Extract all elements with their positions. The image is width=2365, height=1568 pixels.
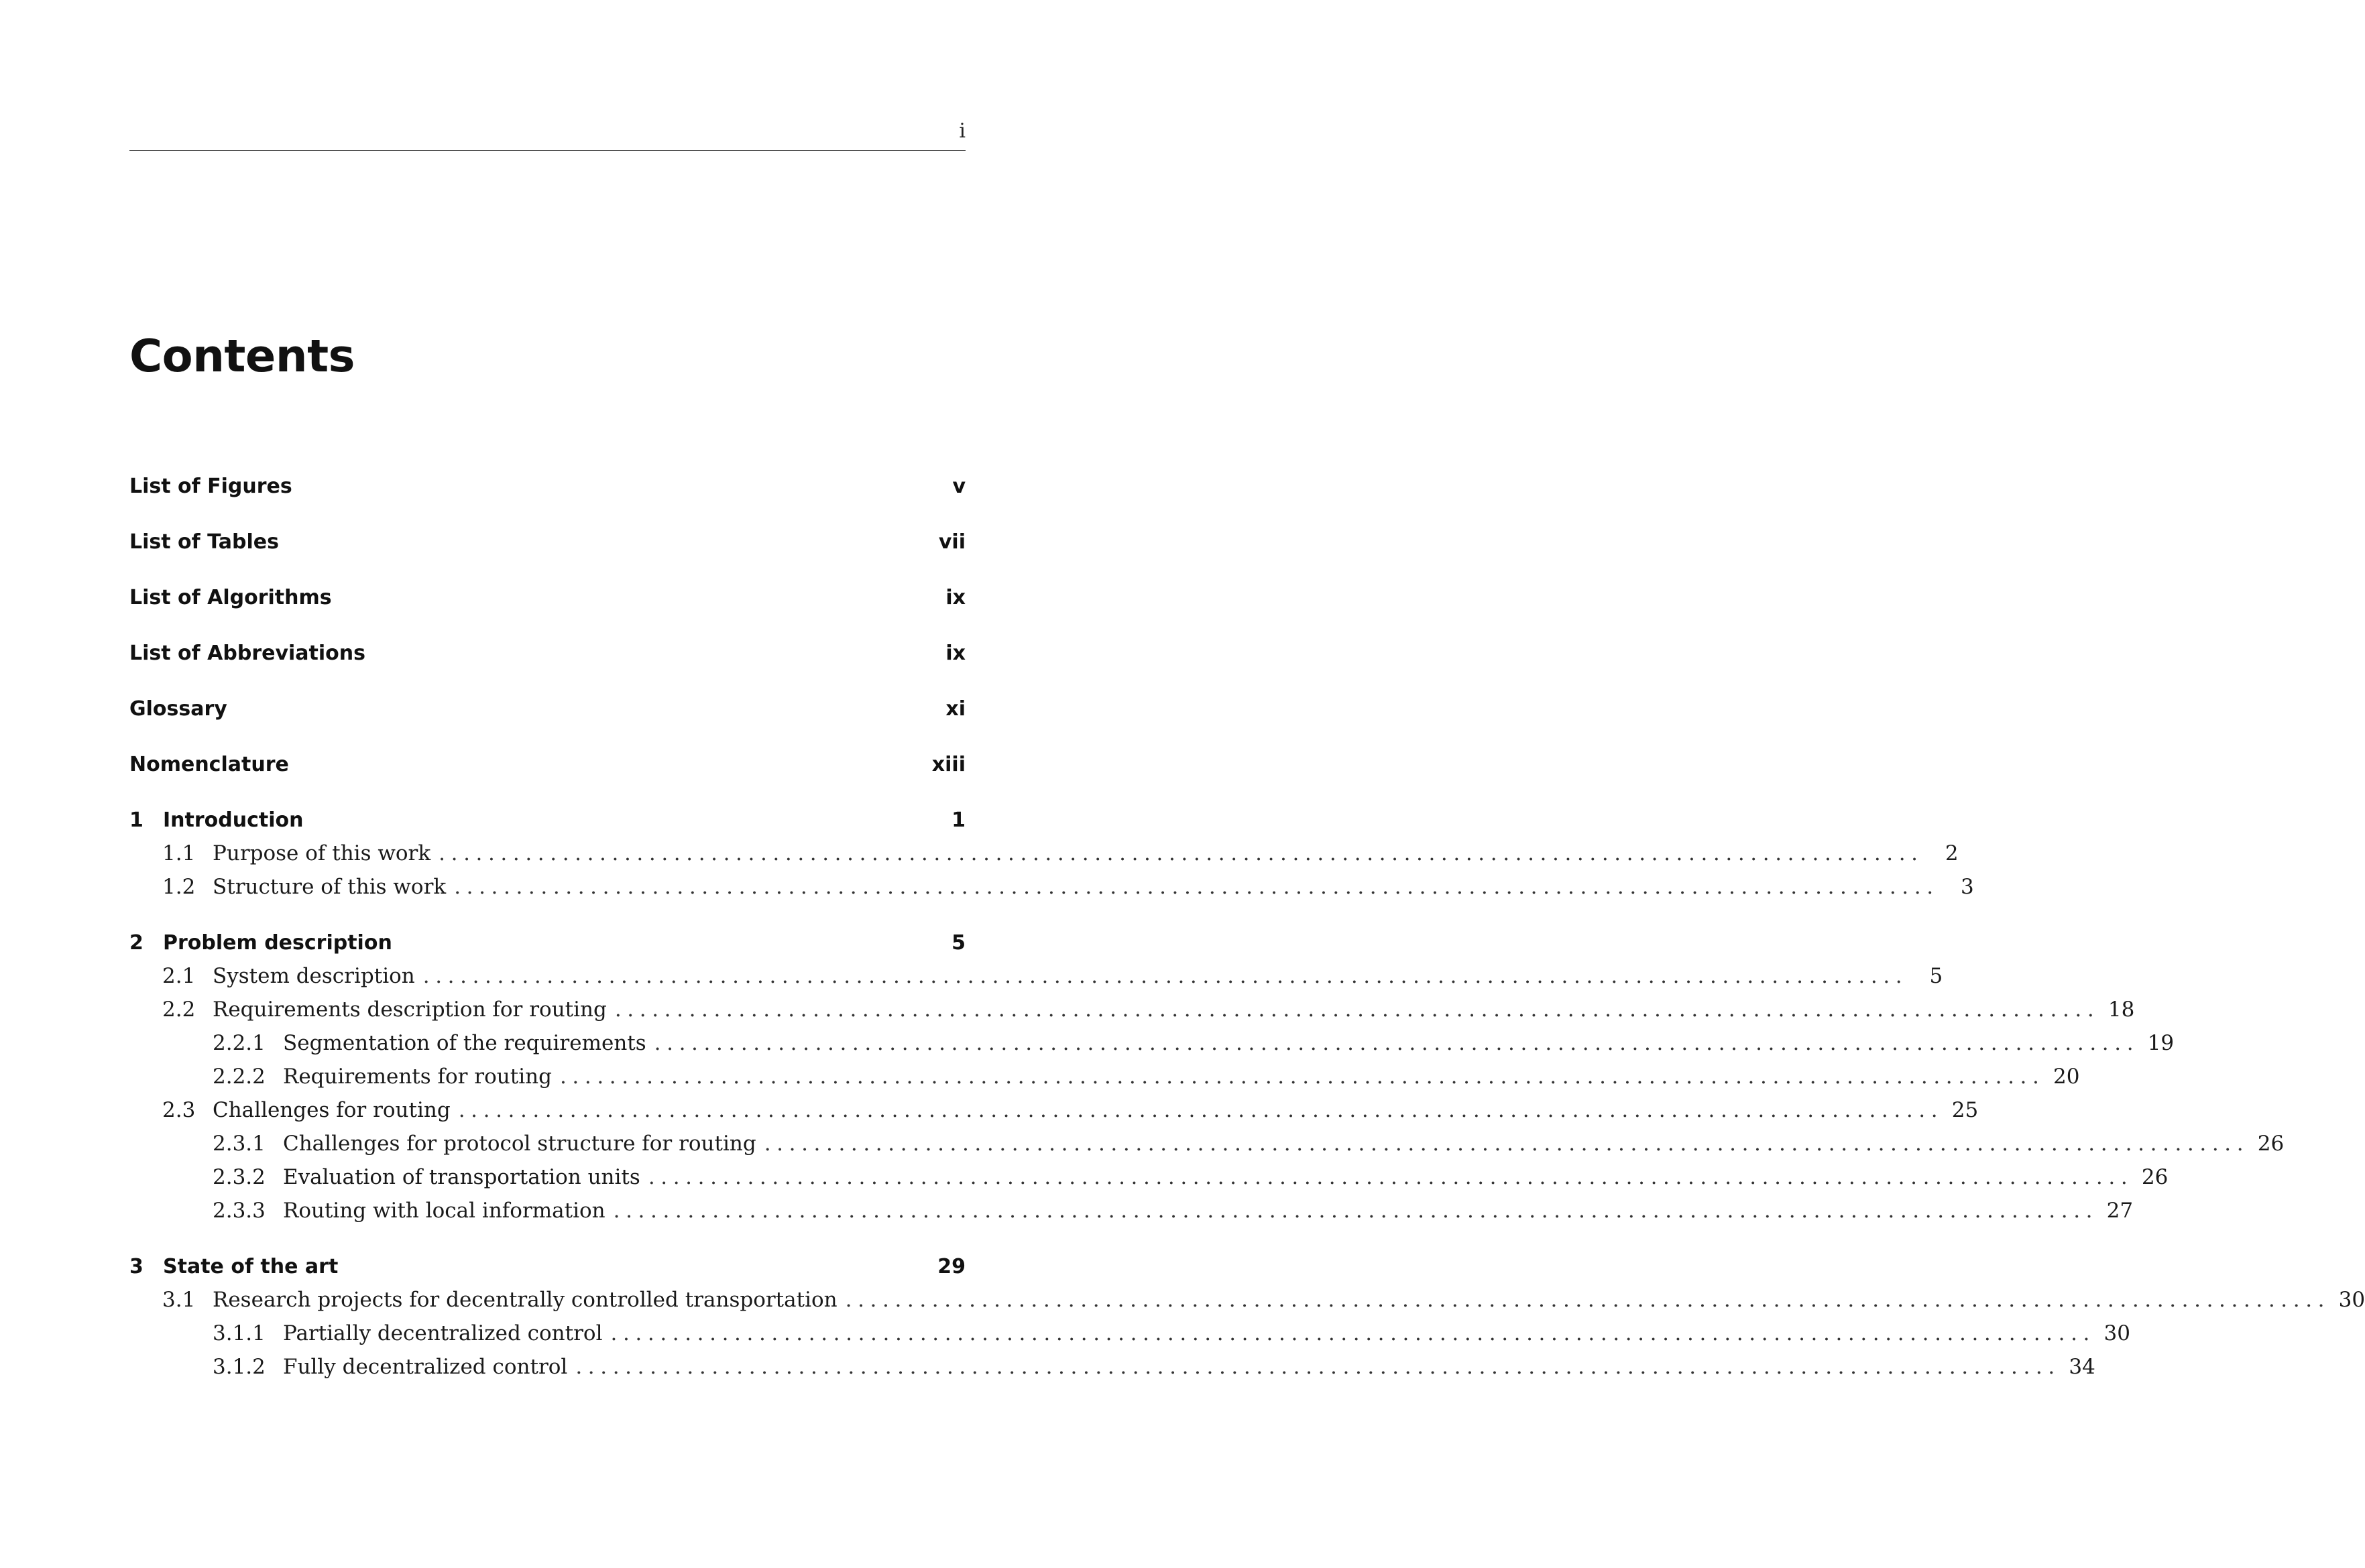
- header-rule: [129, 150, 966, 151]
- toc-dot-leader: ........................................................................................................................: [454, 875, 1939, 899]
- toc-dot-leader: ........................................................................................................................: [845, 1288, 2331, 1312]
- toc-entry-number: 2.2.2: [213, 1065, 266, 1089]
- toc-entry-label: List of Figures: [129, 474, 292, 498]
- toc-chapter-entry[interactable]: [129, 693, 966, 724]
- toc-subsection-entry[interactable]: [129, 1061, 2080, 1092]
- toc-dot-leader: ........................................................................................................................: [439, 841, 1924, 865]
- toc-section-entry[interactable]: [129, 871, 1974, 902]
- toc-chapter-entry[interactable]: [129, 526, 966, 557]
- toc-entry-number: 3: [129, 1254, 143, 1278]
- toc-entry-label: Routing with local information: [283, 1199, 605, 1223]
- toc-entry-number: 2.2.1: [213, 1031, 266, 1055]
- toc-entry-label: State of the art: [163, 1254, 339, 1278]
- toc-entry-number: 3.1.2: [213, 1355, 266, 1379]
- toc-entry-number: 1.2: [162, 875, 196, 899]
- toc-entry-label: Purpose of this work: [213, 841, 431, 865]
- toc-entry-page: vii: [938, 530, 966, 554]
- toc-entry-label: Introduction: [163, 808, 304, 832]
- toc-entry-page: 5: [1929, 964, 1943, 988]
- toc-entry-label: Partially decentralized control: [283, 1321, 603, 1345]
- toc-entry-page: 1: [951, 808, 966, 832]
- toc-entry-label: Structure of this work: [213, 875, 447, 899]
- toc-entry-label: Research projects for decentrally controlled transportation: [213, 1288, 838, 1312]
- toc-dot-leader: ........................................................................................................................: [613, 1199, 2099, 1223]
- page-title: Contents: [129, 330, 355, 382]
- toc-subsection-entry[interactable]: [129, 1028, 2175, 1059]
- toc-entry-label: Requirements description for routing: [213, 998, 607, 1022]
- toc-entry-label: Requirements for routing: [283, 1065, 552, 1089]
- toc-dot-leader: ........................................................................................................................: [648, 1165, 2134, 1189]
- toc-entry-page: 34: [2069, 1355, 2095, 1379]
- page-number: i: [959, 119, 966, 143]
- toc-section-entry[interactable]: [129, 838, 1959, 869]
- toc-entry-label: Glossary: [129, 697, 227, 721]
- toc-section-entry[interactable]: [129, 1095, 1979, 1126]
- toc-subsection-entry[interactable]: [129, 1351, 2095, 1382]
- toc-entry-label: Evaluation of transportation units: [283, 1165, 640, 1189]
- toc-entry-label: List of Tables: [129, 530, 279, 554]
- toc-entry-page: 2: [1945, 841, 1959, 865]
- toc-section-entry[interactable]: [129, 961, 1943, 991]
- toc-entry-page: 30: [2338, 1288, 2365, 1312]
- toc-entry-page: 19: [2147, 1031, 2175, 1055]
- toc-dot-leader: ........................................................................................................................: [559, 1065, 2045, 1089]
- toc-chapter-entry[interactable]: [129, 471, 966, 501]
- toc-chapter-entry[interactable]: [129, 804, 966, 835]
- toc-dot-leader: ........................................................................................................................: [422, 964, 1908, 988]
- toc-entry-label: System description: [213, 964, 415, 988]
- toc-entry-number: 2: [129, 930, 143, 955]
- toc-chapter-entry[interactable]: [129, 1251, 966, 1282]
- toc-entry-page: 29: [937, 1254, 966, 1278]
- toc-dot-leader: ........................................................................................................................: [764, 1132, 2250, 1156]
- toc-entry-page: 3: [1960, 875, 1974, 899]
- toc-entry-page: ix: [945, 585, 966, 609]
- toc-entry-page: ix: [945, 641, 966, 665]
- toc-chapter-entry[interactable]: [129, 638, 966, 668]
- toc-chapter-entry[interactable]: [129, 582, 966, 613]
- toc-entry-page: 25: [1951, 1098, 1979, 1122]
- toc-entry-number: 3.1.1: [213, 1321, 266, 1345]
- toc-dot-leader: ........................................................................................................................: [575, 1355, 2061, 1379]
- toc-entry-label: List of Algorithms: [129, 585, 332, 609]
- toc-entry-page: 18: [2108, 998, 2135, 1022]
- toc-subsection-entry[interactable]: [129, 1162, 2169, 1193]
- toc-entry-number: 1: [129, 808, 143, 832]
- toc-entry-number: 2.3: [162, 1098, 196, 1122]
- toc-entry-number: 2.2: [162, 998, 196, 1022]
- toc-entry-label: Problem description: [163, 930, 392, 955]
- toc-section-entry[interactable]: [129, 1284, 2365, 1315]
- toc-entry-page: 26: [2257, 1132, 2285, 1156]
- toc-entry-number: 2.1: [162, 964, 196, 988]
- toc-dot-leader: ........................................................................................................................: [614, 998, 2100, 1022]
- toc-entry-page: xiii: [931, 752, 966, 776]
- toc-chapter-entry[interactable]: [129, 749, 966, 780]
- toc-entry-number: 1.1: [162, 841, 196, 865]
- toc-entry-number: 2.3.2: [213, 1165, 266, 1189]
- toc-section-entry[interactable]: [129, 994, 2135, 1025]
- toc-dot-leader: ........................................................................................................................: [654, 1031, 2140, 1055]
- toc-entry-label: Nomenclature: [129, 752, 289, 776]
- toc-entry-label: Challenges for routing: [213, 1098, 451, 1122]
- toc-entry-page: 20: [2053, 1065, 2080, 1089]
- toc-dot-leader: ........................................................................................................................: [458, 1098, 1944, 1122]
- toc-entry-number: 3.1: [162, 1288, 196, 1312]
- toc-entry-page: 30: [2103, 1321, 2130, 1345]
- toc-subsection-entry[interactable]: [129, 1318, 2130, 1349]
- toc-entry-label: List of Abbreviations: [129, 641, 365, 665]
- toc-entry-page: 26: [2141, 1165, 2169, 1189]
- toc-entry-page: v: [952, 474, 966, 498]
- toc-entry-label: Challenges for protocol structure for routing: [283, 1132, 756, 1156]
- toc-chapter-entry[interactable]: [129, 927, 966, 958]
- toc-entry-page: 5: [951, 930, 966, 955]
- toc-entry-label: Segmentation of the requirements: [283, 1031, 646, 1055]
- toc-entry-page: xi: [945, 697, 966, 721]
- toc-entry-page: 27: [2106, 1199, 2134, 1223]
- toc-subsection-entry[interactable]: [129, 1195, 2134, 1226]
- toc-entry-label: Fully decentralized control: [283, 1355, 568, 1379]
- toc-entry-number: 2.3.1: [213, 1132, 266, 1156]
- toc-dot-leader: ........................................................................................................................: [610, 1321, 2095, 1345]
- toc-subsection-entry[interactable]: [129, 1128, 2285, 1159]
- toc-entry-number: 2.3.3: [213, 1199, 266, 1223]
